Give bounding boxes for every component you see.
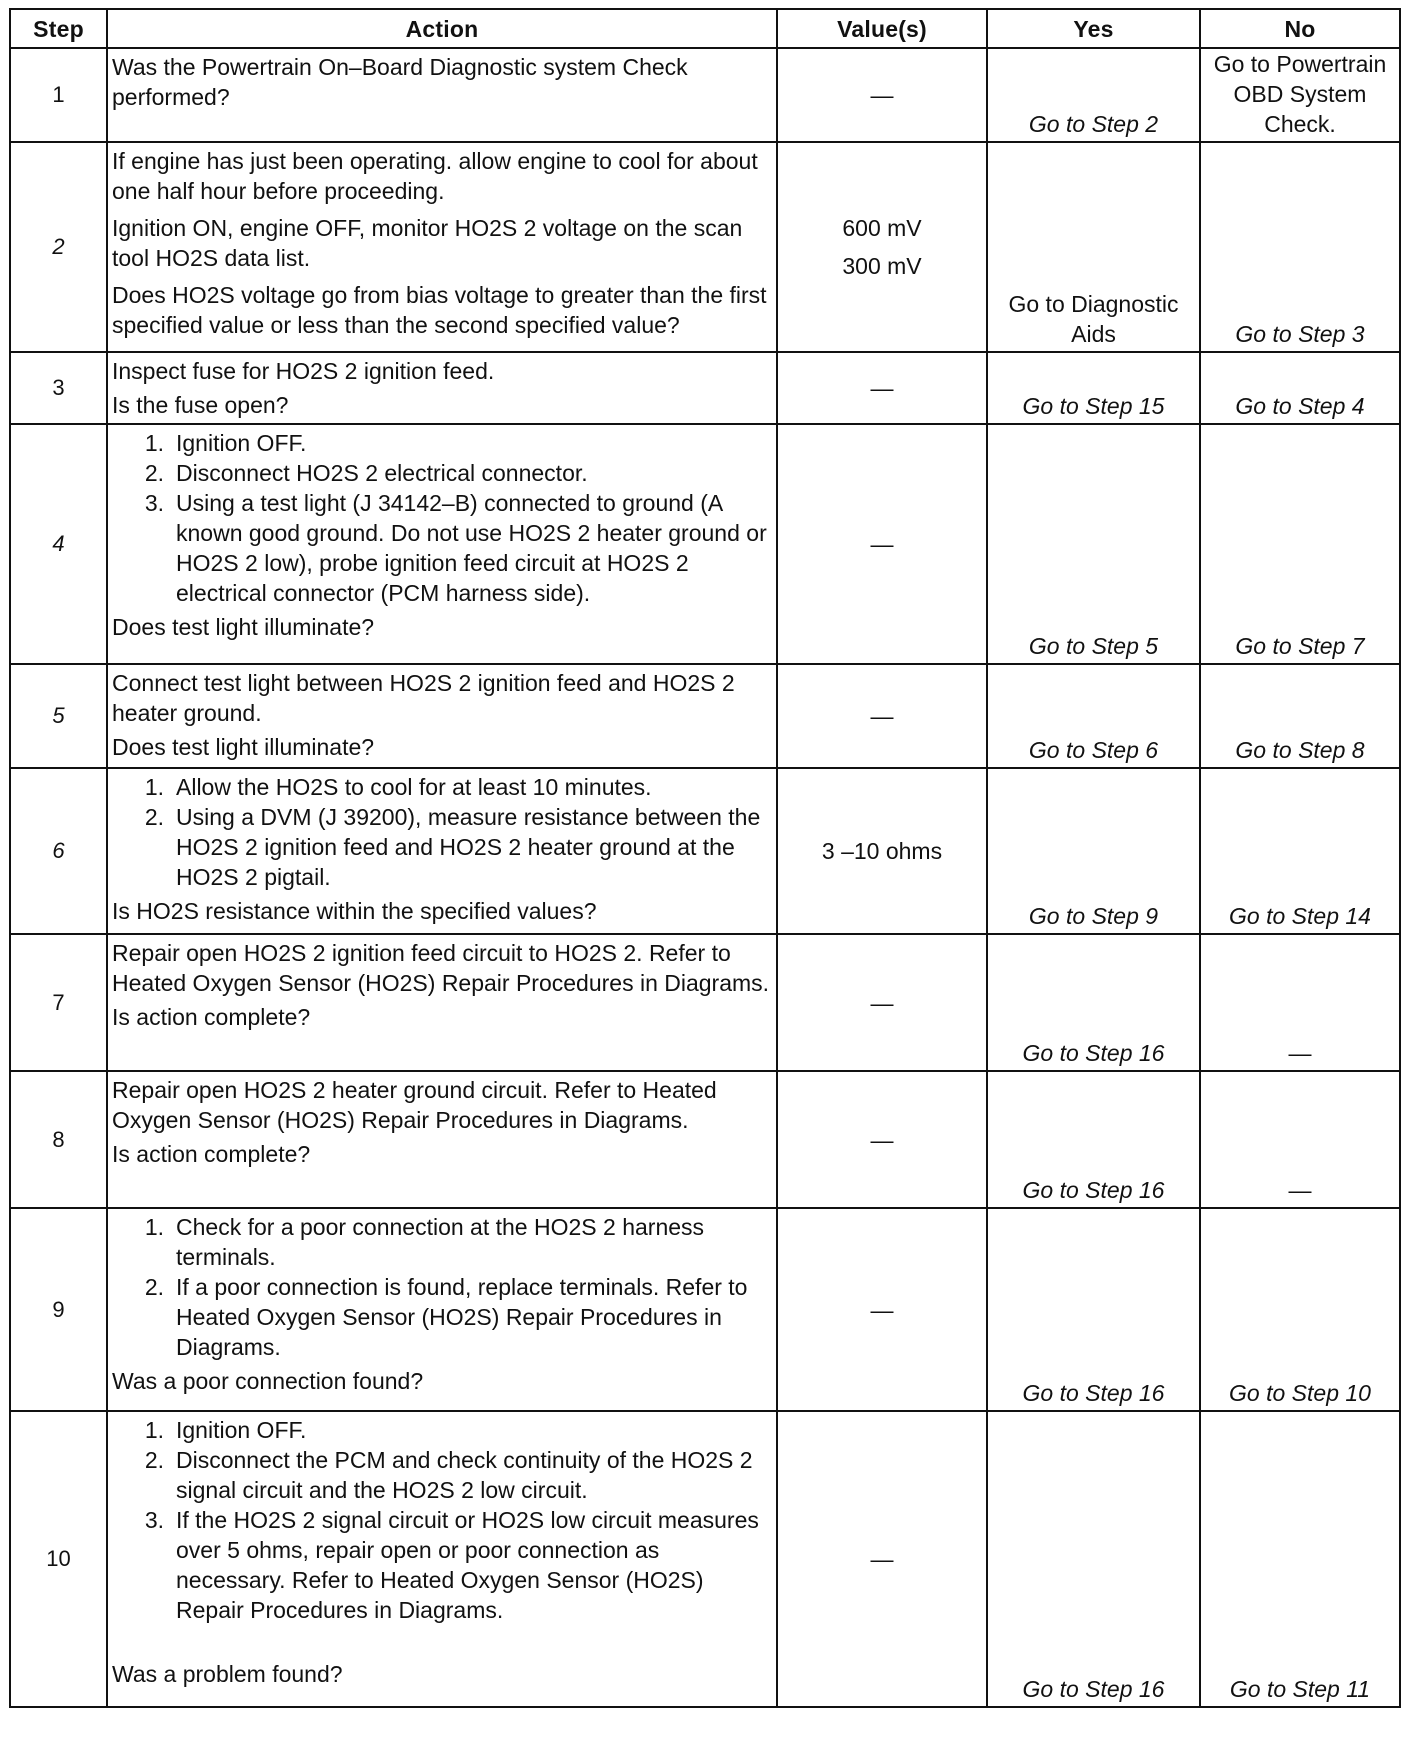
action-question: Does HO2S voltage go from bias voltage to greater than the first specified value or less than the second specified value? — [112, 282, 767, 338]
no-cell: Go to Step 3 — [1200, 142, 1400, 352]
list-item: 1. Ignition OFF. — [144, 1417, 307, 1443]
header-row — [10, 9, 1400, 48]
value-first: 600 mV — [842, 215, 922, 241]
value-cell: — — [777, 934, 987, 1071]
list-item: 2. Using a DVM (J 39200), measure resistance between the HO2S 2 ignition feed and HO2S 2 heater ground at the HO2S 2 pigtail. — [144, 804, 761, 890]
table-row — [10, 1208, 1400, 1411]
table-row — [10, 1071, 1400, 1208]
action-cell — [107, 1071, 777, 1208]
yes-cell: Go to Diagnostic Aids — [987, 142, 1200, 352]
table-row — [10, 48, 1400, 142]
action-text: Ignition ON, engine OFF, monitor HO2S 2 voltage on the scan tool HO2S data list. — [112, 215, 743, 271]
value-cell: — — [777, 1411, 987, 1707]
step-number: 9 — [10, 1208, 107, 1411]
value-cell: — — [777, 48, 987, 142]
action-question: Is action complete? — [112, 1004, 311, 1030]
list-item: 3. Using a test light (J 34142–B) connected to ground (A known good ground. Do not use HO2S 2 heater ground or HO2S 2 low), probe ignition feed circuit at HO2S 2 electrical connector (PCM harness side). — [144, 490, 767, 606]
action-cell — [107, 664, 777, 768]
table-row — [10, 1411, 1400, 1707]
step-number: 2 — [10, 142, 107, 352]
action-cell — [107, 1208, 777, 1411]
value-cell: — — [777, 1208, 987, 1411]
yes-cell: Go to Step 15 — [987, 352, 1200, 424]
diagnostic-table — [9, 8, 1401, 1708]
no-cell: Go to Step 10 — [1200, 1208, 1400, 1411]
action-text: Connect test light between HO2S 2 ignition feed and HO2S 2 heater ground. — [112, 670, 735, 726]
action-cell — [107, 768, 777, 934]
action-text: Inspect fuse for HO2S 2 ignition feed. — [112, 358, 495, 384]
action-cell — [107, 424, 777, 664]
no-cell: Go to Powertrain OBD System Check. — [1200, 48, 1400, 142]
yes-cell: Go to Step 6 — [987, 664, 1200, 768]
table-row — [10, 934, 1400, 1071]
yes-cell: Go to Step 16 — [987, 1411, 1200, 1707]
table-row — [10, 664, 1400, 768]
value-cell: — — [777, 1071, 987, 1208]
action-question: Does test light illuminate? — [112, 734, 375, 760]
yes-cell: Go to Step 9 — [987, 768, 1200, 934]
no-cell: — — [1200, 934, 1400, 1071]
yes-cell: Go to Step 16 — [987, 1208, 1200, 1411]
step-number: 7 — [10, 934, 107, 1071]
action-question: Is the fuse open? — [112, 392, 289, 418]
step-number: 1 — [10, 48, 107, 142]
value-cell: — — [777, 352, 987, 424]
step-number: 4 — [10, 424, 107, 664]
action-question: Was a poor connection found? — [112, 1368, 424, 1394]
step-number: 8 — [10, 1071, 107, 1208]
header-action: Action — [107, 9, 777, 48]
no-cell: — — [1200, 1071, 1400, 1208]
list-item: 2. Disconnect HO2S 2 electrical connector. — [144, 460, 588, 486]
yes-cell: Go to Step 16 — [987, 934, 1200, 1071]
value-cell: — — [777, 424, 987, 664]
table-row — [10, 352, 1400, 424]
no-cell: Go to Step 8 — [1200, 664, 1400, 768]
list-item: 2. Disconnect the PCM and check continuity of the HO2S 2 signal circuit and the HO2S 2 low circuit. — [144, 1447, 753, 1503]
header-step: Step — [10, 9, 107, 48]
table-row — [10, 142, 1400, 352]
header-yes: Yes — [987, 9, 1200, 48]
yes-cell: Go to Step 5 — [987, 424, 1200, 664]
list-item: 3. If the HO2S 2 signal circuit or HO2S low circuit measures over 5 ohms, repair open or poor connection as necessary. Refer to Heated Oxygen Sensor (HO2S) Repair Procedures in Diagrams. — [144, 1507, 759, 1623]
step-number: 5 — [10, 664, 107, 768]
value-cell: — — [777, 664, 987, 768]
no-cell: Go to Step 11 — [1200, 1411, 1400, 1707]
action-text: Repair open HO2S 2 heater ground circuit. Refer to Heated Oxygen Sensor (HO2S) Repair Procedures in Diagrams. — [112, 1077, 717, 1133]
action-question: Does test light illuminate? — [112, 614, 375, 640]
diagnostic-table-page — [9, 8, 1399, 1708]
yes-cell: Go to Step 16 — [987, 1071, 1200, 1208]
value-cell — [777, 142, 987, 352]
step-number: 3 — [10, 352, 107, 424]
table-row — [10, 424, 1400, 664]
list-item: 1. Ignition OFF. — [144, 430, 307, 456]
no-cell: Go to Step 7 — [1200, 424, 1400, 664]
value-second: 300 mV — [842, 253, 922, 279]
action-cell — [107, 1411, 777, 1707]
action-cell — [107, 352, 777, 424]
header-no: No — [1200, 9, 1400, 48]
action-cell — [107, 48, 777, 142]
yes-cell: Go to Step 2 — [987, 48, 1200, 142]
action-question: Is action complete? — [112, 1141, 311, 1167]
action-cell — [107, 142, 777, 352]
action-question: Was a problem found? — [112, 1661, 343, 1687]
action-text: Was the Powertrain On–Board Diagnostic system Check performed? — [112, 54, 688, 110]
no-cell: Go to Step 14 — [1200, 768, 1400, 934]
no-cell: Go to Step 4 — [1200, 352, 1400, 424]
action-text: Repair open HO2S 2 ignition feed circuit to HO2S 2. Refer to Heated Oxygen Sensor (HO2S) Repair Procedures in Diagrams. — [112, 940, 770, 996]
list-item: 1. Check for a poor connection at the HO2S 2 harness terminals. — [144, 1214, 705, 1270]
action-question: Is HO2S resistance within the specified values? — [112, 898, 597, 924]
value-cell: 3 –10 ohms — [777, 768, 987, 934]
step-number: 6 — [10, 768, 107, 934]
list-item: 2. If a poor connection is found, replace terminals. Refer to Heated Oxygen Sensor (HO2S) Repair Procedures in Diagrams. — [144, 1274, 748, 1360]
step-number: 10 — [10, 1411, 107, 1707]
table-row — [10, 768, 1400, 934]
list-item: 1. Allow the HO2S to cool for at least 10 minutes. — [144, 774, 652, 800]
header-values: Value(s) — [777, 9, 987, 48]
action-cell — [107, 934, 777, 1071]
action-text: If engine has just been operating. allow engine to cool for about one half hour before proceeding. — [112, 148, 758, 204]
